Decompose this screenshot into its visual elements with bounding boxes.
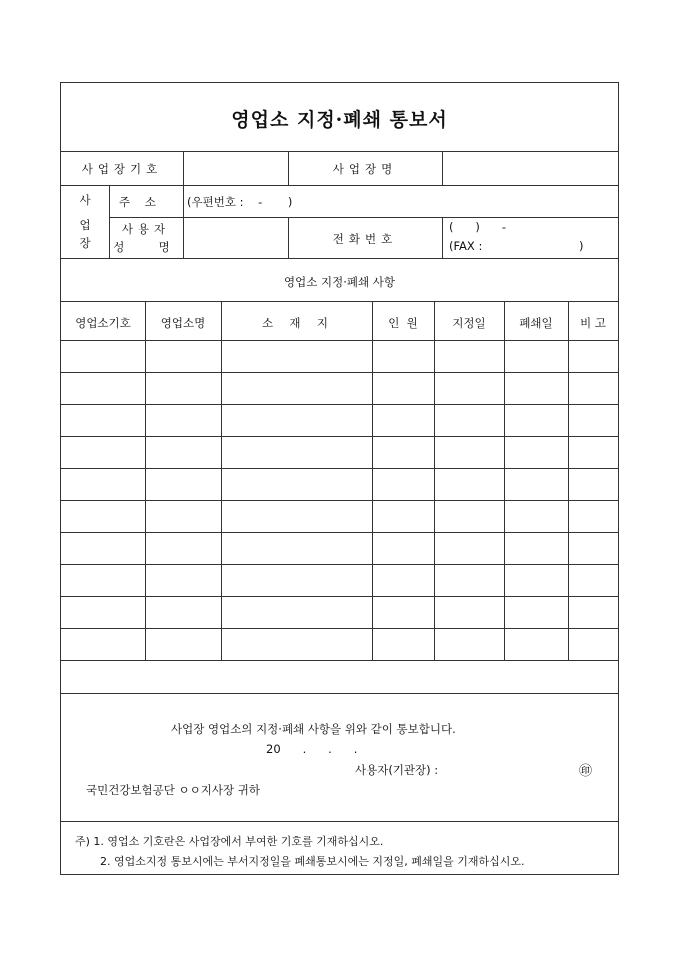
- divider: [221, 301, 222, 660]
- seal-mark: ㊞: [579, 764, 593, 779]
- side-label-3: 장: [79, 236, 91, 250]
- divider: [145, 301, 146, 660]
- divider: [61, 185, 618, 186]
- col-header-code: 영업소기호: [75, 316, 131, 330]
- divider: [61, 693, 618, 694]
- signer-label: 사용자(기관장) :: [355, 763, 439, 777]
- col-header-location: 소 재 지: [262, 316, 331, 330]
- footnote-1: 주) 1. 영업소 기호란은 사업장에서 부여한 기호를 기재하십시오.: [75, 835, 384, 848]
- address-label: 주 소: [119, 195, 156, 209]
- col-header-remarks: 비 고: [580, 316, 606, 330]
- divider: [61, 258, 618, 259]
- divider: [442, 151, 443, 185]
- notice-statement: 사업장 영업소의 지정·폐쇄 사항을 위와 같이 통보합니다.: [171, 722, 456, 736]
- employer-code-label: 사업장기호: [81, 162, 163, 176]
- footnote-2: 2. 영업소지정 통보시에는 부서지정일을 폐쇄통보시에는 지정일, 폐쇄일을 기재하십시오.: [100, 855, 525, 868]
- divider: [504, 301, 505, 660]
- address-value: (우편번호 : - ): [187, 195, 293, 209]
- recipient: 국민건강보험공단 ㅇㅇ지사장 귀하: [86, 783, 260, 797]
- form-title: 영업소 지정·폐쇄 통보서: [231, 109, 448, 131]
- divider: [109, 217, 618, 218]
- user-label-line1: 사용자: [121, 222, 171, 236]
- col-header-staff: 인 원: [388, 316, 418, 330]
- notice-form: [60, 82, 619, 875]
- divider: [372, 301, 373, 660]
- notice-date: 20 . . .: [266, 742, 358, 756]
- user-label-line2: 성 명: [113, 240, 179, 254]
- divider: [442, 217, 443, 258]
- col-header-designated: 지정일: [452, 316, 486, 330]
- phone-value: ( ) -: [449, 220, 506, 234]
- col-header-name: 영업소명: [160, 316, 206, 330]
- divider: [568, 301, 569, 660]
- fax-value: (FAX :: [449, 239, 483, 253]
- fax-value-end: ): [579, 239, 584, 253]
- section-title: 영업소 지정·폐쇄 사항: [284, 275, 395, 289]
- col-header-closed: 폐쇄일: [519, 316, 553, 330]
- divider: [434, 301, 435, 660]
- divider: [61, 151, 618, 152]
- divider: [183, 151, 184, 258]
- employer-name-label: 사업장명: [332, 162, 398, 176]
- side-label-1: 사: [79, 193, 91, 207]
- phone-label: 전화번호: [332, 232, 398, 246]
- divider: [61, 821, 618, 822]
- divider: [61, 660, 618, 661]
- side-label-2: 업: [79, 218, 91, 232]
